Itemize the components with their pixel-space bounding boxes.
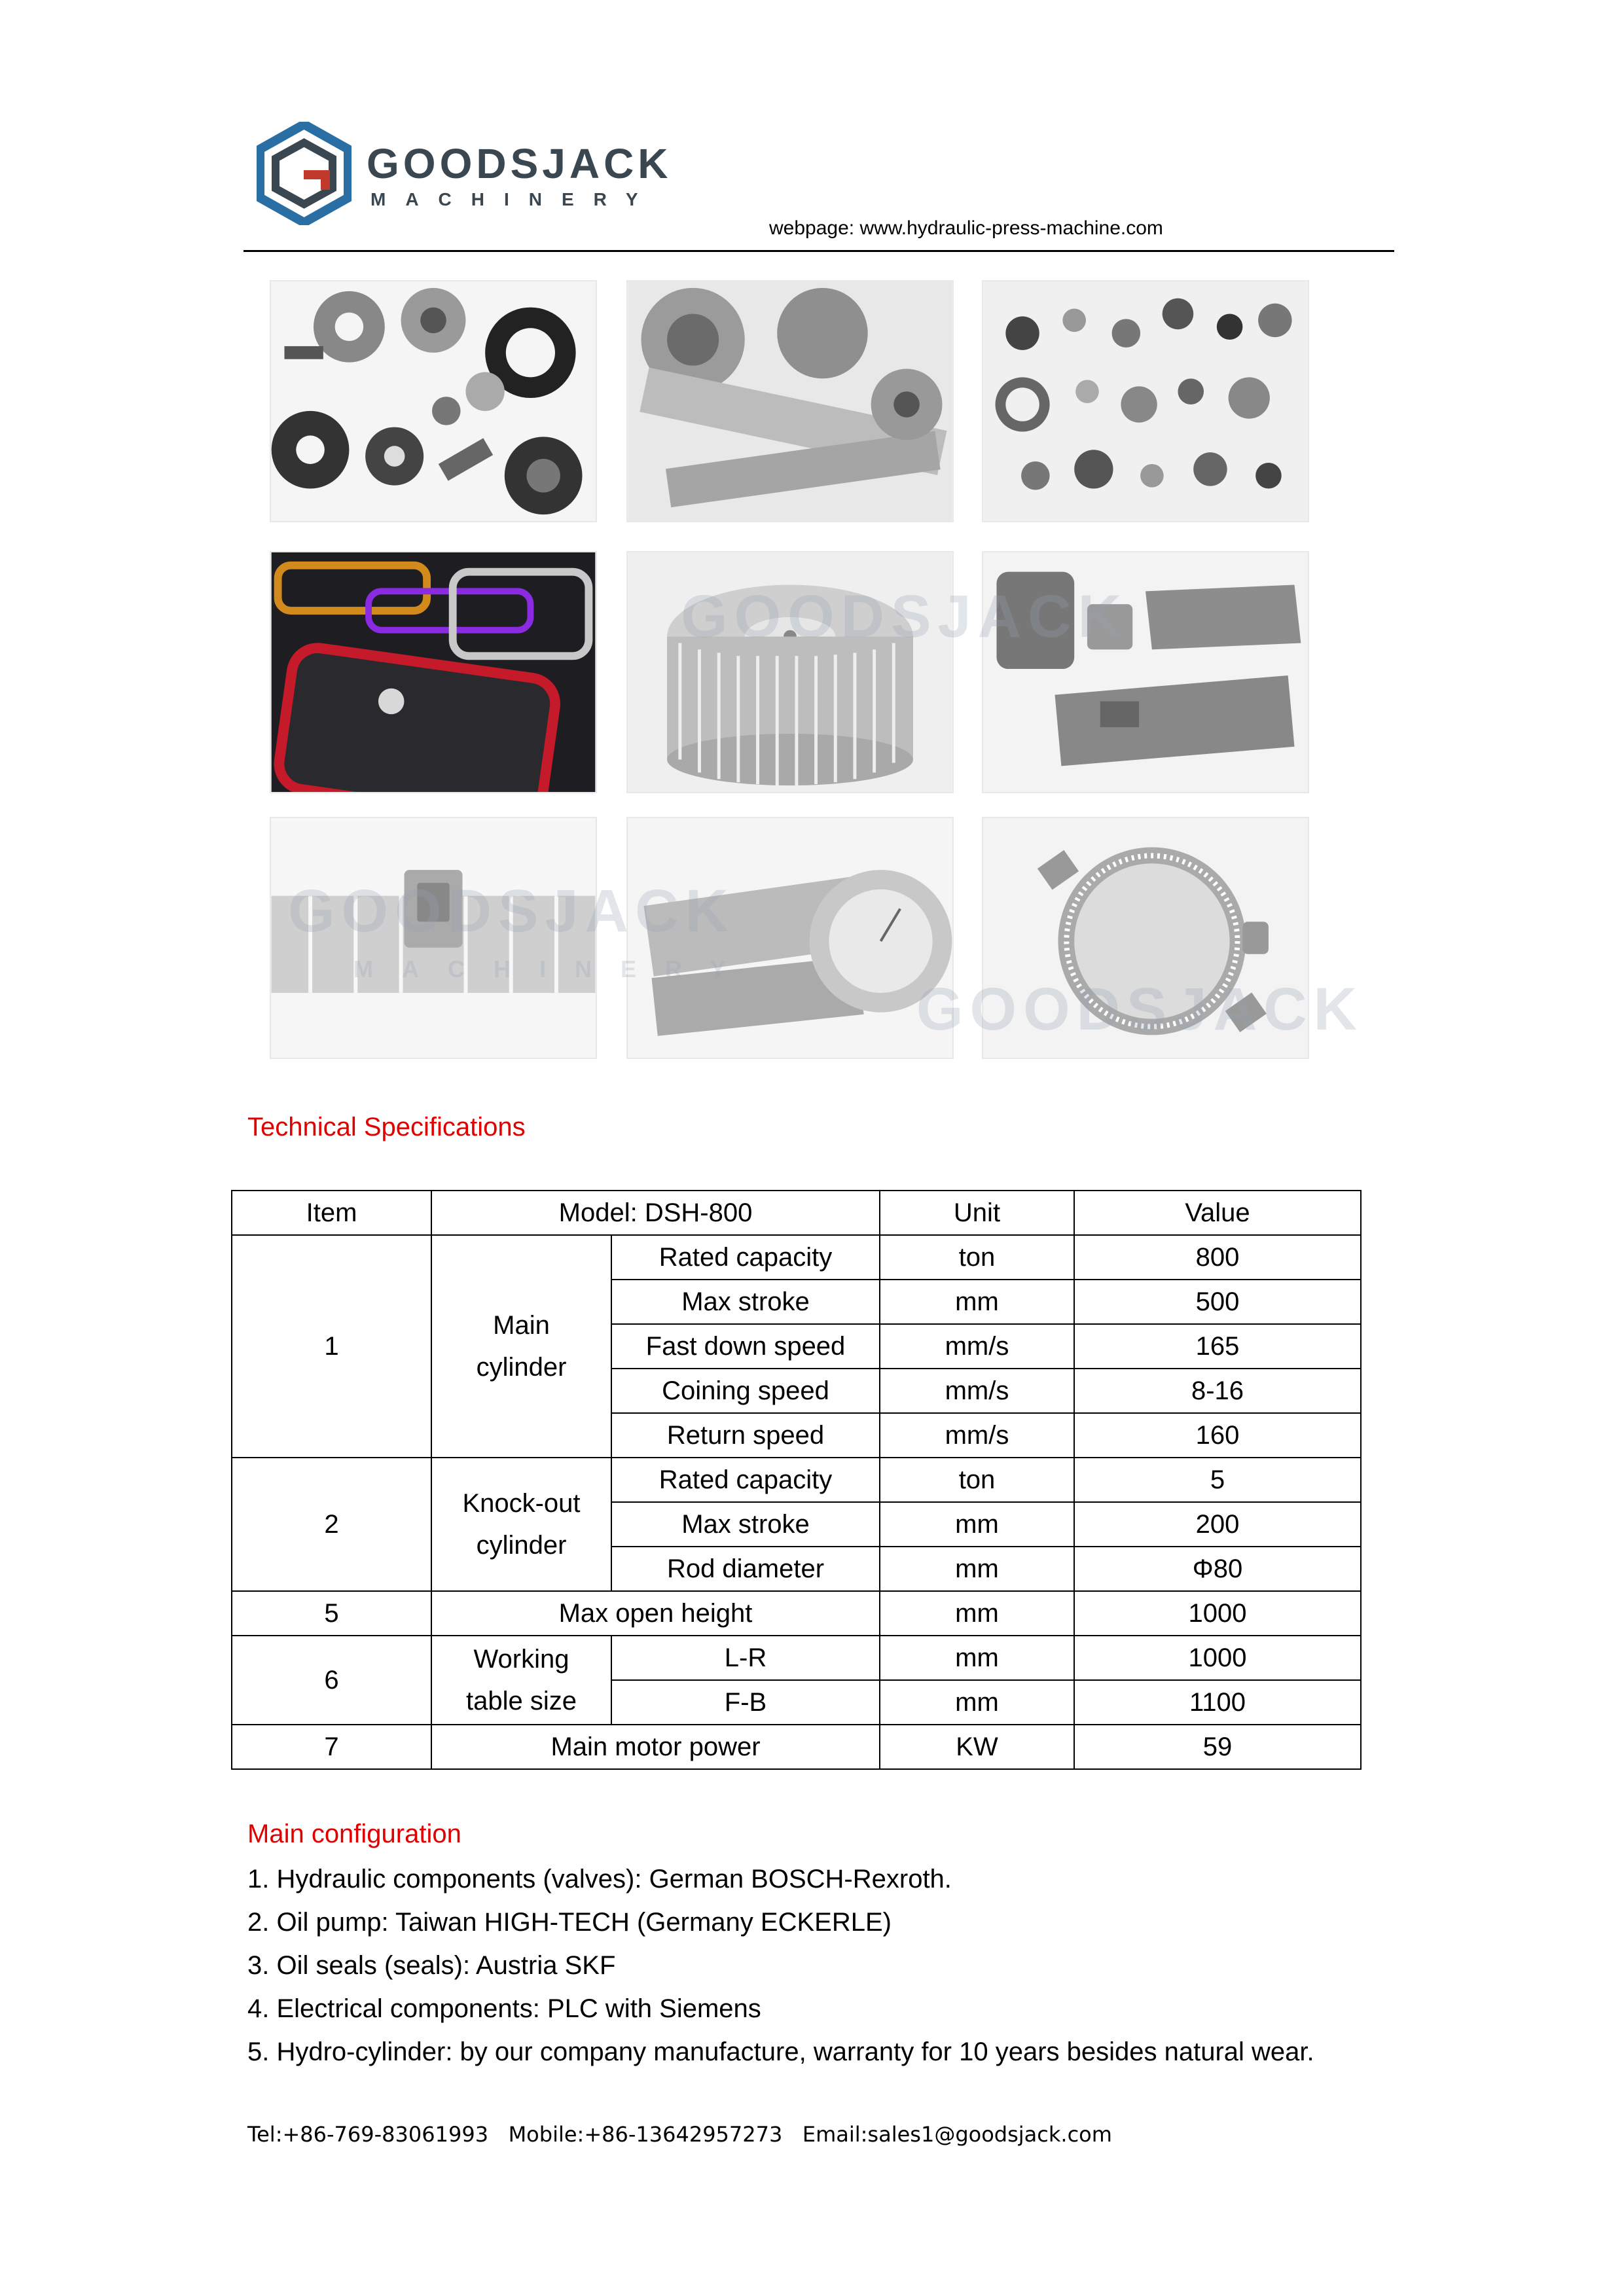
- group-label-line: cylinder: [476, 1531, 567, 1560]
- configuration-list: [247, 1857, 1314, 2073]
- param-name: Return speed: [611, 1413, 880, 1458]
- footer-tel: Tel:+86-769-83061993: [247, 2122, 489, 2147]
- header-divider: [244, 250, 1394, 252]
- group-label: [431, 1458, 611, 1591]
- stamped-engine-covers-photo: [982, 551, 1309, 793]
- param-unit: ton: [880, 1235, 1074, 1280]
- param-name: L-R: [611, 1636, 880, 1680]
- steel-watch-photo: [626, 817, 954, 1059]
- footer-mobile: Mobile:+86-13642957273: [508, 2122, 783, 2147]
- param-name: Fast down speed: [611, 1324, 880, 1369]
- param-name: Max stroke: [611, 1280, 880, 1324]
- table-row: [232, 1458, 1361, 1502]
- param-name: Rated capacity: [611, 1458, 880, 1502]
- small-metal-parts-photo: [982, 280, 1309, 522]
- list-item: 3. Oil seals (seals): Austria SKF: [247, 1951, 616, 1980]
- group-label-line: Knock-out: [462, 1489, 581, 1518]
- param-unit: mm/s: [880, 1413, 1074, 1458]
- item-number: 6: [232, 1636, 431, 1725]
- param-value: 1000: [1074, 1591, 1361, 1636]
- param-value: 165: [1074, 1324, 1361, 1369]
- list-item: 2. Oil pump: Taiwan HIGH-TECH (Germany ECKERLE): [247, 1908, 892, 1937]
- param-name: Rated capacity: [611, 1235, 880, 1280]
- list-item: 1. Hydraulic components (valves): German BOSCH-Rexroth.: [247, 1865, 952, 1893]
- param-value: 59: [1074, 1725, 1361, 1769]
- param-unit: mm/s: [880, 1369, 1074, 1413]
- param-unit: KW: [880, 1725, 1074, 1769]
- contact-footer: [247, 2122, 1112, 2147]
- group-label-line: Main: [493, 1311, 550, 1340]
- brand-subtitle: MACHINERY: [370, 189, 658, 209]
- item-number: 1: [232, 1235, 431, 1458]
- brand-name: GOODSJACK: [367, 140, 672, 187]
- phone-bumper-frames-photo: [270, 551, 597, 793]
- param-unit: mm: [880, 1680, 1074, 1725]
- watermark-text: GOODSJACK: [681, 583, 1128, 650]
- group-label-line: table size: [466, 1687, 577, 1715]
- group-label-line: cylinder: [476, 1353, 567, 1382]
- brand-wordmark: [367, 140, 672, 211]
- webpage-url: webpage: www.hydraulic-press-machine.com: [769, 217, 1163, 239]
- param-unit: mm: [880, 1636, 1074, 1680]
- param-name: Main motor power: [431, 1725, 880, 1769]
- param-name: Max open height: [431, 1591, 880, 1636]
- list-item: 5. Hydro-cylinder: by our company manufacture, warranty for 10 years besides natural wear.: [247, 2037, 1314, 2066]
- item-number: 7: [232, 1725, 431, 1769]
- group-label-line: Working: [473, 1645, 569, 1674]
- gears-and-shafts-photo: [626, 280, 954, 522]
- list-item: 4. Electrical components: PLC with Siemens: [247, 1994, 761, 2023]
- powder-metallurgy-parts-photo: [270, 280, 597, 522]
- param-unit: ton: [880, 1458, 1074, 1502]
- param-name: Max stroke: [611, 1502, 880, 1547]
- param-value: 1000: [1074, 1636, 1361, 1680]
- header-item: Item: [232, 1191, 431, 1235]
- header-model: Model: DSH-800: [431, 1191, 880, 1235]
- param-unit: mm: [880, 1547, 1074, 1591]
- header-value: Value: [1074, 1191, 1361, 1235]
- param-value: 8-16: [1074, 1369, 1361, 1413]
- hexagon-g-logo-icon: [257, 122, 352, 225]
- param-unit: mm: [880, 1502, 1074, 1547]
- item-number: 2: [232, 1458, 431, 1591]
- param-unit: mm: [880, 1280, 1074, 1324]
- header-unit: Unit: [880, 1191, 1074, 1235]
- param-name: Rod diameter: [611, 1547, 880, 1591]
- param-value: 5: [1074, 1458, 1361, 1502]
- param-unit: mm/s: [880, 1324, 1074, 1369]
- table-row: [232, 1725, 1361, 1769]
- param-name: F-B: [611, 1680, 880, 1725]
- group-label: [431, 1636, 611, 1725]
- aluminium-heatsink-photo: [626, 551, 954, 793]
- param-unit: mm: [880, 1591, 1074, 1636]
- watch-case-with-gems-photo: [982, 817, 1309, 1059]
- param-value: Φ80: [1074, 1547, 1361, 1591]
- param-value: 1100: [1074, 1680, 1361, 1725]
- watch-bracelet-photo: [270, 817, 597, 1059]
- table-header-row: [232, 1191, 1361, 1235]
- watermark-text: GOODSJACK: [288, 878, 735, 944]
- group-label: [431, 1235, 611, 1458]
- param-value: 160: [1074, 1413, 1361, 1458]
- watermark-text: GOODSJACK: [916, 976, 1363, 1043]
- product-photo-gallery: [262, 268, 1363, 1080]
- param-name: Coining speed: [611, 1369, 880, 1413]
- table-row: [232, 1591, 1361, 1636]
- table-row: [232, 1235, 1361, 1280]
- main-configuration-heading: Main configuration: [247, 1820, 461, 1848]
- technical-specifications-heading: Technical Specifications: [247, 1113, 526, 1141]
- watermark-subtext: MACHINERY: [353, 956, 755, 982]
- param-value: 200: [1074, 1502, 1361, 1547]
- technical-specifications-table: [231, 1190, 1362, 1770]
- param-value: 800: [1074, 1235, 1361, 1280]
- param-value: 500: [1074, 1280, 1361, 1324]
- table-row: [232, 1636, 1361, 1680]
- item-number: 5: [232, 1591, 431, 1636]
- footer-email: Email:sales1@goodsjack.com: [802, 2122, 1112, 2147]
